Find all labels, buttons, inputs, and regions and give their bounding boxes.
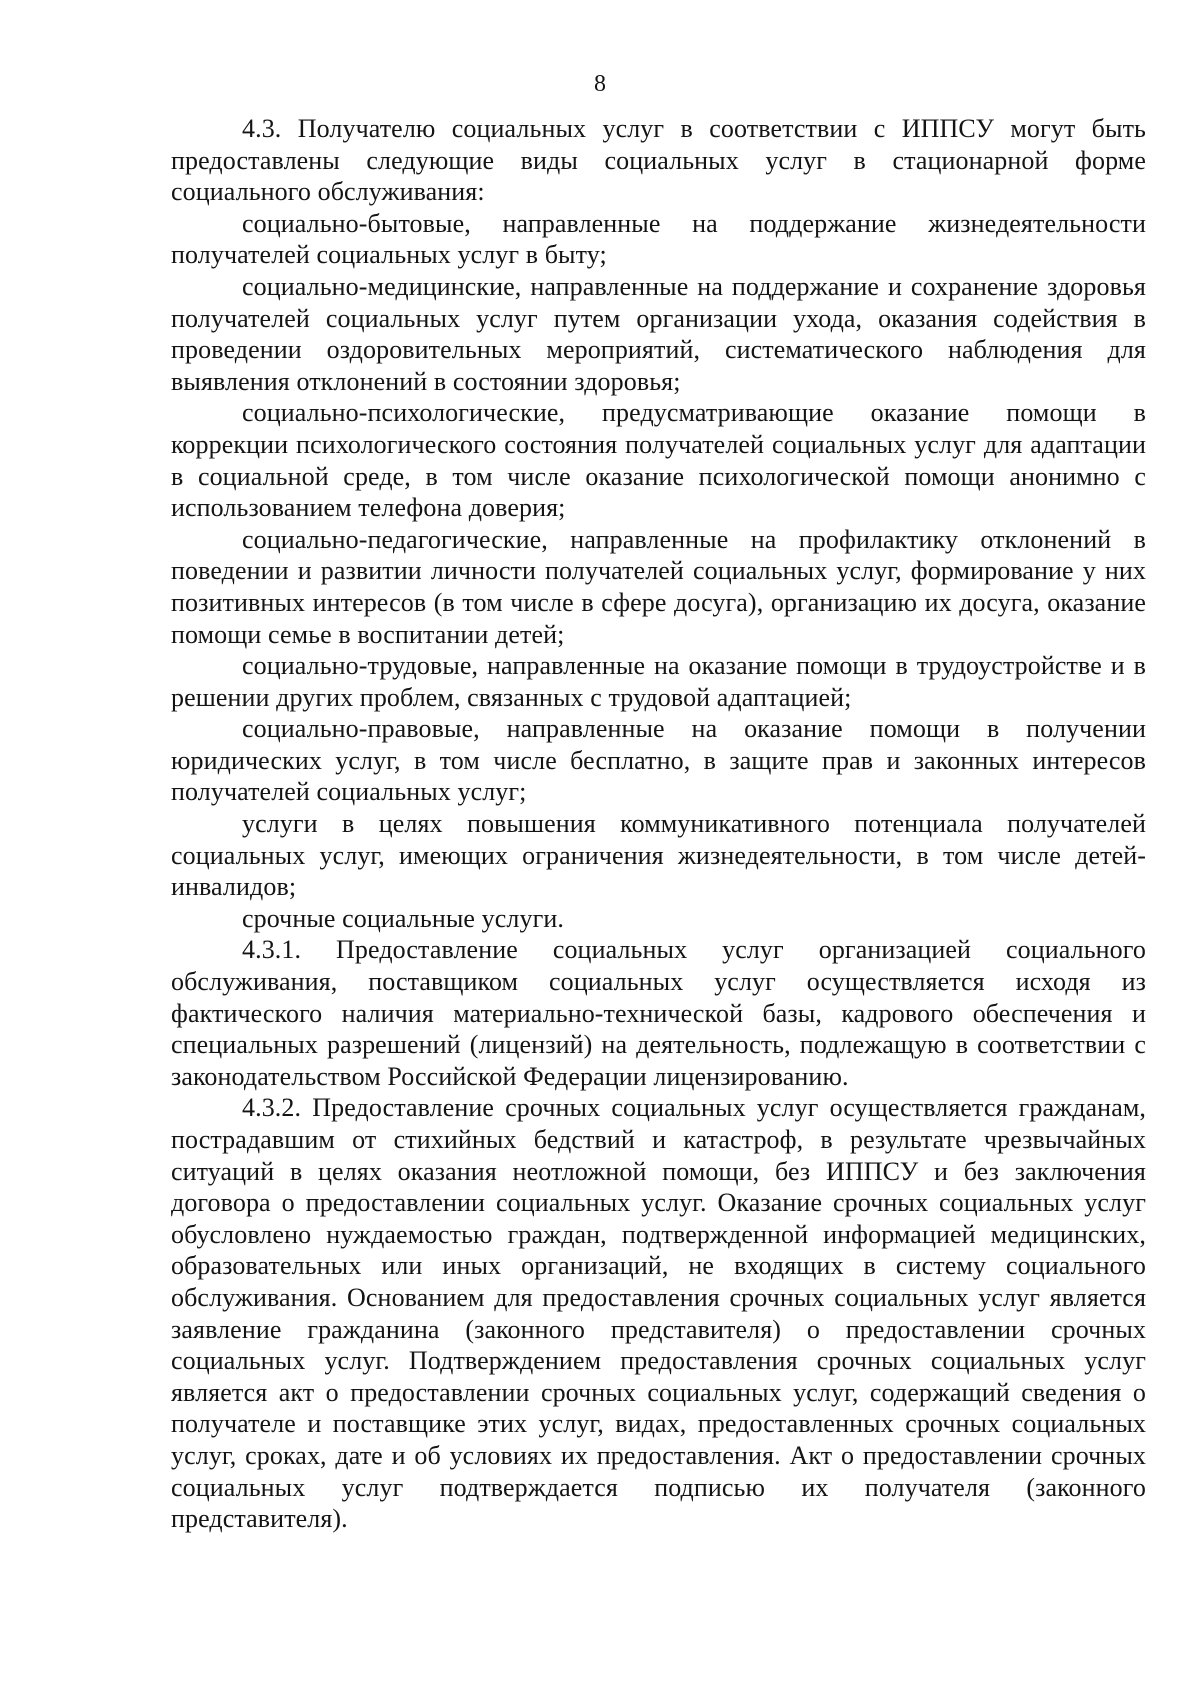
list-item-social-household: социально-бытовые, направленные на поддержание жизнедеятельности получателей социальных услуг в быту; bbox=[171, 208, 1146, 270]
list-item-urgent-services: срочные социальные услуги. bbox=[242, 903, 564, 933]
document-body bbox=[171, 113, 1146, 1535]
paragraph-4-3-2: 4.3.2. Предоставление срочных социальных услуг осуществляется гражданам, пострадавшим от стихийных бедствий и катастроф, в результате чрезвычайных ситуаций в целях оказания неотложной помощи, без ИППСУ и без заключения договора о предоставлении социальных услуг. Оказание срочных социальных услуг обусловлено нуждаемостью граждан, подтвержденной информацией медицинских, образовательных или иных организаций, не входящих в систему социального обслуживания. Основанием для предоставления срочных социальных услуг является заявление гражданина (законного представителя) о предоставлении срочных социальных услуг. Подтверждением предоставления срочных социальных услуг является акт о предоставлении срочных социальных услуг, содержащий сведения о получателе и поставщике этих услуг, видах, предоставленных срочных социальных услуг, сроках, дате и об условиях их предоставления. Акт о предоставлении срочных социальных услуг подтверждается подписью их получателя (законного представителя). bbox=[171, 1093, 1146, 1534]
list-item-social-pedagogical: социально-педагогические, направленные на профилактику отклонений в поведении и развитии личности получателей социальных услуг, формирование у них позитивных интересов (в том числе в сфере досуга), организацию их досуга, оказание помощи семье в воспитании детей; bbox=[171, 524, 1146, 649]
list-item-social-legal: социально-правовые, направленные на оказание помощи в получении юридических услуг, в том числе бесплатно, в защите прав и законных интересов получателей социальных услуг; bbox=[171, 714, 1146, 807]
paragraph-4-3-intro: 4.3. Получателю социальных услуг в соответствии с ИППСУ могут быть предоставлены следующие виды социальных услуг в стационарной форме социального обслуживания: bbox=[171, 114, 1146, 207]
list-item-social-labor: социально-трудовые, направленные на оказание помощи в трудоустройстве и в решении других проблем, связанных с трудовой адаптацией; bbox=[171, 651, 1146, 712]
list-item-communicative-potential: услуги в целях повышения коммуникативного потенциала получателей социальных услуг, имеющих ограничения жизнедеятельности, в том числе детей-инвалидов; bbox=[171, 809, 1146, 902]
paragraph-4-3-1: 4.3.1. Предоставление социальных услуг организацией социального обслуживания, поставщиком социальных услуг осуществляется исходя из фактического наличия материально-технической базы, кадрового обеспечения и специальных разрешений (лицензий) на деятельность, подлежащую в соответствии с законодательством Российской Федерации лицензированию. bbox=[171, 935, 1146, 1091]
list-item-social-medical: социально-медицинские, направленные на поддержание и сохранение здоровья получателей социальных услуг путем организации ухода, оказания содействия в проведении оздоровительных мероприятий, систематического наблюдения для выявления отклонений в состоянии здоровья; bbox=[171, 271, 1146, 396]
page-number: 8 bbox=[594, 71, 606, 97]
list-item-social-psychological: социально-психологические, предусматривающие оказание помощи в коррекции психологического состояния получателей социальных услуг для адаптации в социальной среде, в том числе оказание психологической помощи анонимно с использованием телефона доверия; bbox=[171, 398, 1146, 523]
